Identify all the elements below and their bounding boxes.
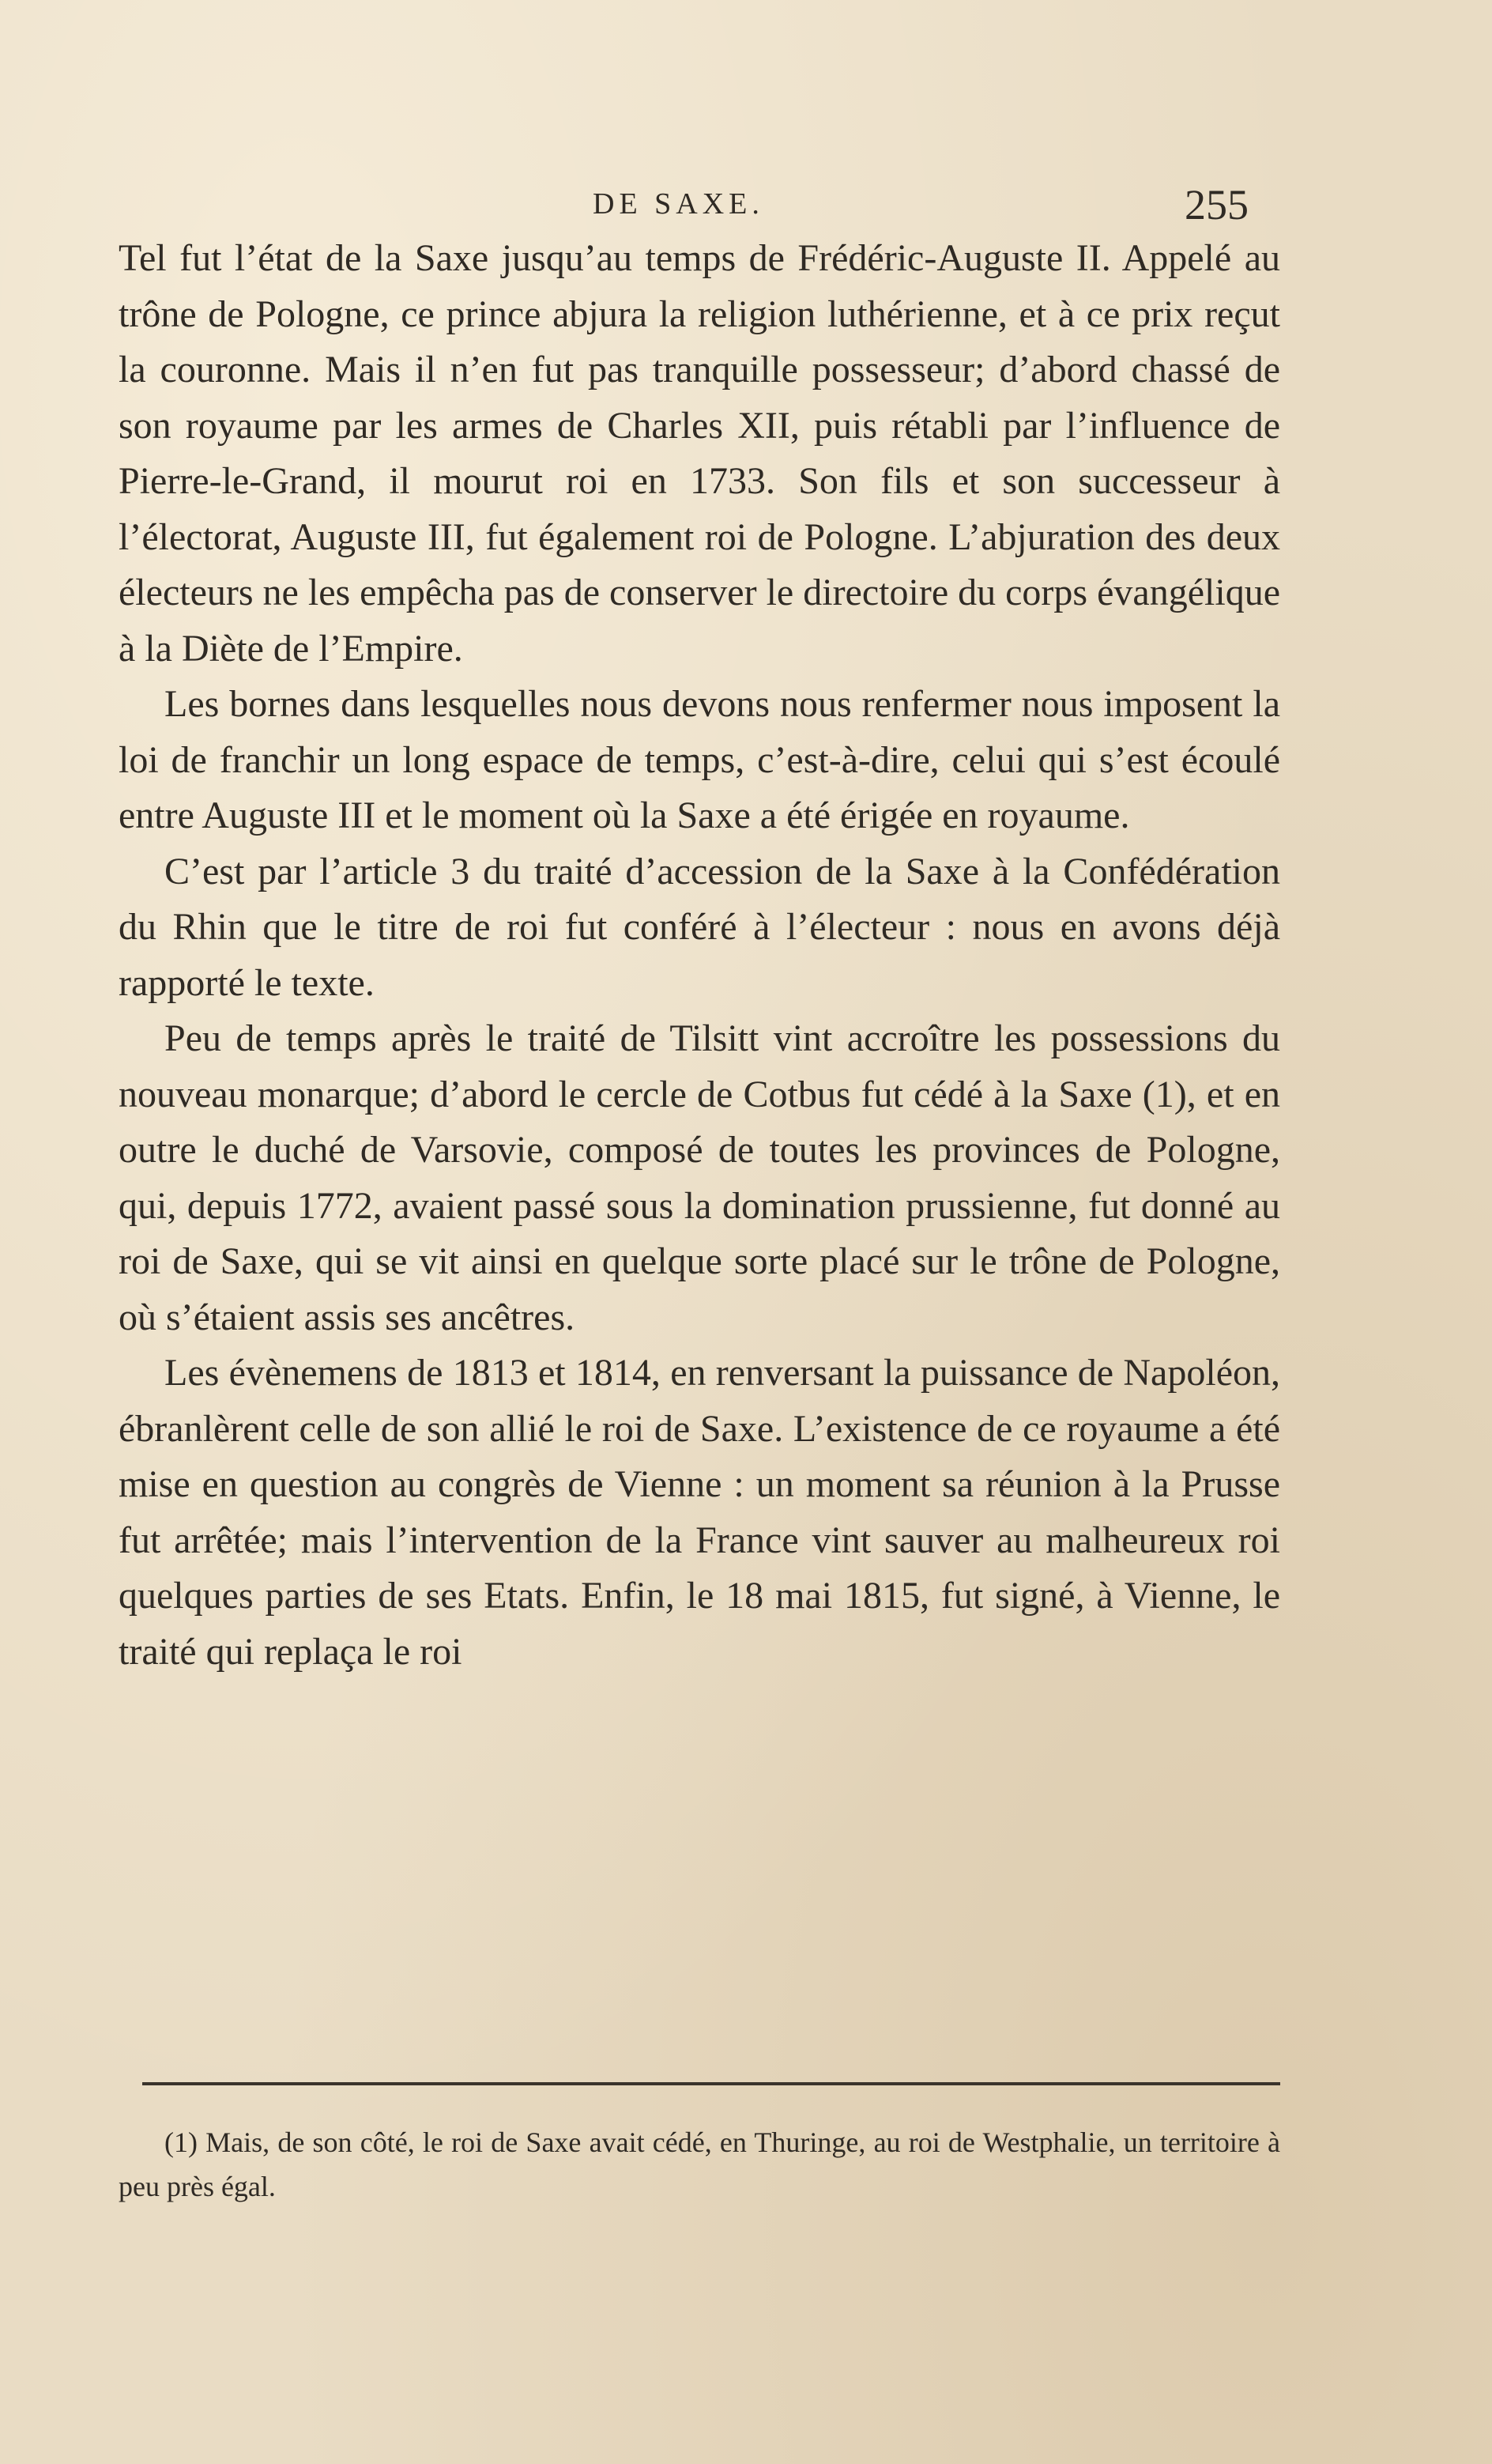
footnote-rule [142, 2082, 1280, 2085]
footnote [119, 2120, 1280, 2209]
running-head: DE SAXE. [593, 187, 764, 221]
paragraph: Tel fut l’état de la Saxe jusqu’au temps de Frédéric-Auguste II. Appelé au trône de Pologne, ce prince abjura la religion luthérienne, et à ce prix reçut la couronne. Mais il n’en fut pas tranquille possesseur; d’abord chassé de son royaume par les armes de Charles XII, puis rétabli par l’influence de Pierre-le-Grand, il mourut roi en 1733. Son fils et son successeur à l’électorat, Auguste III, fut également roi de Pologne. L’abjuration des deux électeurs ne les empêcha pas de conserver le directoire du corps évangélique à la Diète de l’Empire. [119, 237, 1280, 670]
paragraph: Les bornes dans lesquelles nous devons nous renfermer nous imposent la loi de franchir un long espace de temps, c’est-à-dire, celui qui s’est écoulé entre Auguste III et le moment où la Saxe a été érigée en royaume. [119, 683, 1280, 836]
footnote-text: (1) Mais, de son côté, le roi de Saxe avait cédé, en Thuringe, au roi de Westphalie, un territoire à peu près égal. [119, 2126, 1280, 2202]
paragraph: Peu de temps après le traité de Tilsitt vint accroître les possessions du nouveau monarque; d’abord le cercle de Cotbus fut cédé à la Saxe (1), et en outre le duché de Varsovie, composé de toutes les provinces de Pologne, qui, depuis 1772, avaient passé sous la domination prussienne, fut donné au roi de Saxe, qui se vit ainsi en quelque sorte placé sur le trône de Pologne, où s’étaient assis ses ancêtres. [119, 1017, 1280, 1338]
page-number: 255 [1185, 181, 1249, 228]
body-text [119, 231, 1280, 1680]
paragraph: Les évènemens de 1813 et 1814, en renversant la puissance de Napoléon, ébranlèrent celle de son allié le roi de Saxe. L’existence de ce royaume a été mise en question au congrès de Vienne : un moment sa réunion à la Prusse fut arrêtée; mais l’intervention de la France vint sauver au malheureux roi quelques parties de ses Etats. Enfin, le 18 mai 1815, fut signé, à Vienne, le traité qui replaça le roi [119, 1352, 1280, 1673]
paragraph: C’est par l’article 3 du traité d’accession de la Saxe à la Confédération du Rhin que le titre de roi fut conféré à l’électeur : nous en avons déjà rapporté le texte. [119, 850, 1280, 1004]
page-header [119, 180, 1280, 236]
